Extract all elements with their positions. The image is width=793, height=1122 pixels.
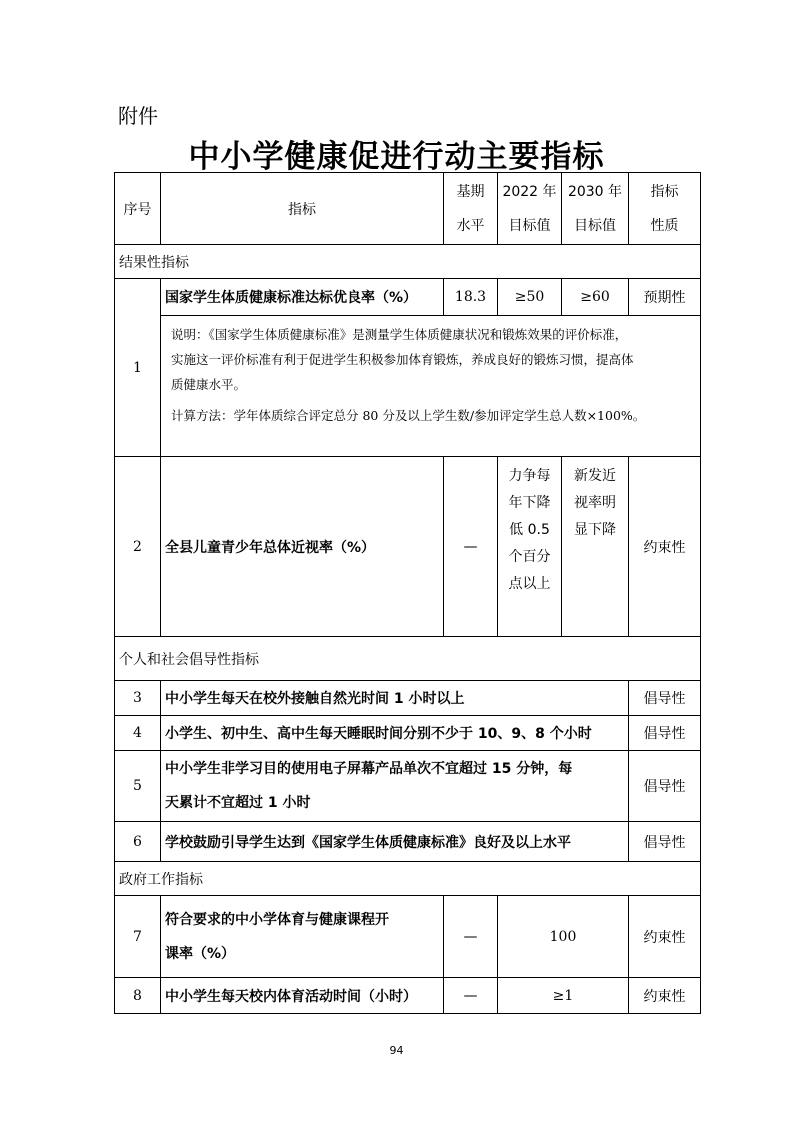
header-baseline-line1: 基期 <box>456 183 485 200</box>
attachment-label: 附件 <box>118 104 158 128</box>
row4-indicator: 小学生、初中生、高中生每天睡眠时间分别不少于 10、9、8 个小时 <box>161 716 629 751</box>
row2-2022-line: 点以上 <box>508 576 551 592</box>
row1-target-2022: ≥50 <box>498 279 562 316</box>
row7-indicator-line1: 符合要求的中小学体育与健康课程开 <box>165 911 389 928</box>
table-row-note <box>115 316 701 457</box>
row7-seq: 7 <box>115 896 161 978</box>
row1-indicator: 国家学生体质健康标准达标优良率（%） <box>161 279 444 316</box>
table-row <box>115 751 701 822</box>
header-2030-line1: 2030 年 <box>567 183 623 200</box>
row8-target: ≥1 <box>498 978 629 1014</box>
row2-2030-line: 显下降 <box>574 522 616 538</box>
row5-indicator <box>161 751 629 822</box>
header-2030-line2: 目标值 <box>574 217 616 234</box>
row2-target-2022 <box>498 457 562 637</box>
table-row <box>115 978 701 1014</box>
row2-2022-line: 年下降 <box>508 495 551 511</box>
row2-2022-line: 低 0.5 <box>509 522 550 538</box>
row2-2022-line: 个百分 <box>508 549 551 565</box>
row3-seq: 3 <box>115 681 161 716</box>
row7-baseline: — <box>444 896 498 978</box>
section-row-government <box>115 862 701 896</box>
row2-indicator: 全县儿童青少年总体近视率（%） <box>161 457 444 637</box>
row7-indicator <box>161 896 444 978</box>
table-row <box>115 896 701 978</box>
row8-indicator: 中小学生每天校内体育活动时间（小时） <box>161 978 444 1014</box>
row7-indicator-line2: 课率（%） <box>165 945 236 962</box>
row1-baseline: 18.3 <box>444 279 498 316</box>
row1-note-line2: 实施这一评价标准有利于促进学生积极参加体育锻炼，养成良好的锻炼习惯，提高体 <box>171 352 634 367</box>
section-row-advocacy <box>115 637 701 681</box>
header-nature-line2: 性质 <box>650 217 679 234</box>
indicator-table <box>114 172 701 1014</box>
row6-indicator: 学校鼓励引导学生达到《国家学生体质健康标准》良好及以上水平 <box>161 822 629 862</box>
row1-target-2030: ≥60 <box>562 279 629 316</box>
row1-note-line3: 质健康水平。 <box>171 377 247 392</box>
row5-seq: 5 <box>115 751 161 822</box>
header-target-2030 <box>562 173 629 245</box>
row2-2030-line: 新发近 <box>574 468 616 484</box>
row4-nature: 倡导性 <box>629 716 701 751</box>
page-number: 94 <box>389 1044 404 1057</box>
row6-nature: 倡导性 <box>629 822 701 862</box>
table-row <box>115 457 701 637</box>
row6-seq: 6 <box>115 822 161 862</box>
header-baseline-line2: 水平 <box>456 217 485 234</box>
row8-baseline: — <box>444 978 498 1014</box>
section-title-outcome: 结果性指标 <box>115 245 701 279</box>
row3-nature: 倡导性 <box>629 681 701 716</box>
row2-target-2030 <box>562 457 629 637</box>
row2-2030-line: 视率明 <box>574 495 616 511</box>
header-2022-line1: 2022 年 <box>502 183 557 200</box>
row2-baseline: — <box>444 457 498 637</box>
row5-indicator-line2: 天累计不宜超过 1 小时 <box>165 795 311 811</box>
header-target-2022 <box>498 173 562 245</box>
section-row-outcome <box>115 245 701 279</box>
section-title-advocacy: 个人和社会倡导性指标 <box>115 637 701 681</box>
row7-target: 100 <box>498 896 629 978</box>
table-row <box>115 681 701 716</box>
row3-indicator: 中小学生每天在校外接触自然光时间 1 小时以上 <box>161 681 629 716</box>
table-row <box>115 822 701 862</box>
row4-seq: 4 <box>115 716 161 751</box>
header-2022-line2: 目标值 <box>508 217 551 234</box>
header-nature-line1: 指标 <box>650 183 679 200</box>
header-indicator: 指标 <box>161 173 444 245</box>
row8-seq: 8 <box>115 978 161 1014</box>
header-baseline <box>444 173 498 245</box>
row1-note-line1: 说明：《国家学生体质健康标准》是测量学生体质健康状况和锻炼效果的评价标准， <box>171 327 628 342</box>
row5-indicator-line1: 中小学生非学习目的使用电子屏幕产品单次不宜超过 15 分钟，每 <box>165 761 573 777</box>
row1-explanation <box>161 316 701 457</box>
row8-nature: 约束性 <box>629 978 701 1014</box>
table-header-row <box>115 173 701 245</box>
table-row <box>115 279 701 316</box>
row1-seq: 1 <box>115 279 161 457</box>
page-title: 中小学健康促进行动主要指标 <box>188 139 605 175</box>
row1-nature: 预期性 <box>629 279 701 316</box>
table-row <box>115 716 701 751</box>
row2-seq: 2 <box>115 457 161 637</box>
row7-nature: 约束性 <box>629 896 701 978</box>
header-seq: 序号 <box>115 173 161 245</box>
header-nature <box>629 173 701 245</box>
row2-nature: 约束性 <box>629 457 701 637</box>
row2-2022-line: 力争每 <box>508 468 551 484</box>
row1-note-line4: 计算方法：学年体质综合评定总分 80 分及以上学生数/参加评定学生总人数×100%。 <box>171 408 646 423</box>
section-title-government: 政府工作指标 <box>115 862 701 896</box>
row5-nature: 倡导性 <box>629 751 701 822</box>
